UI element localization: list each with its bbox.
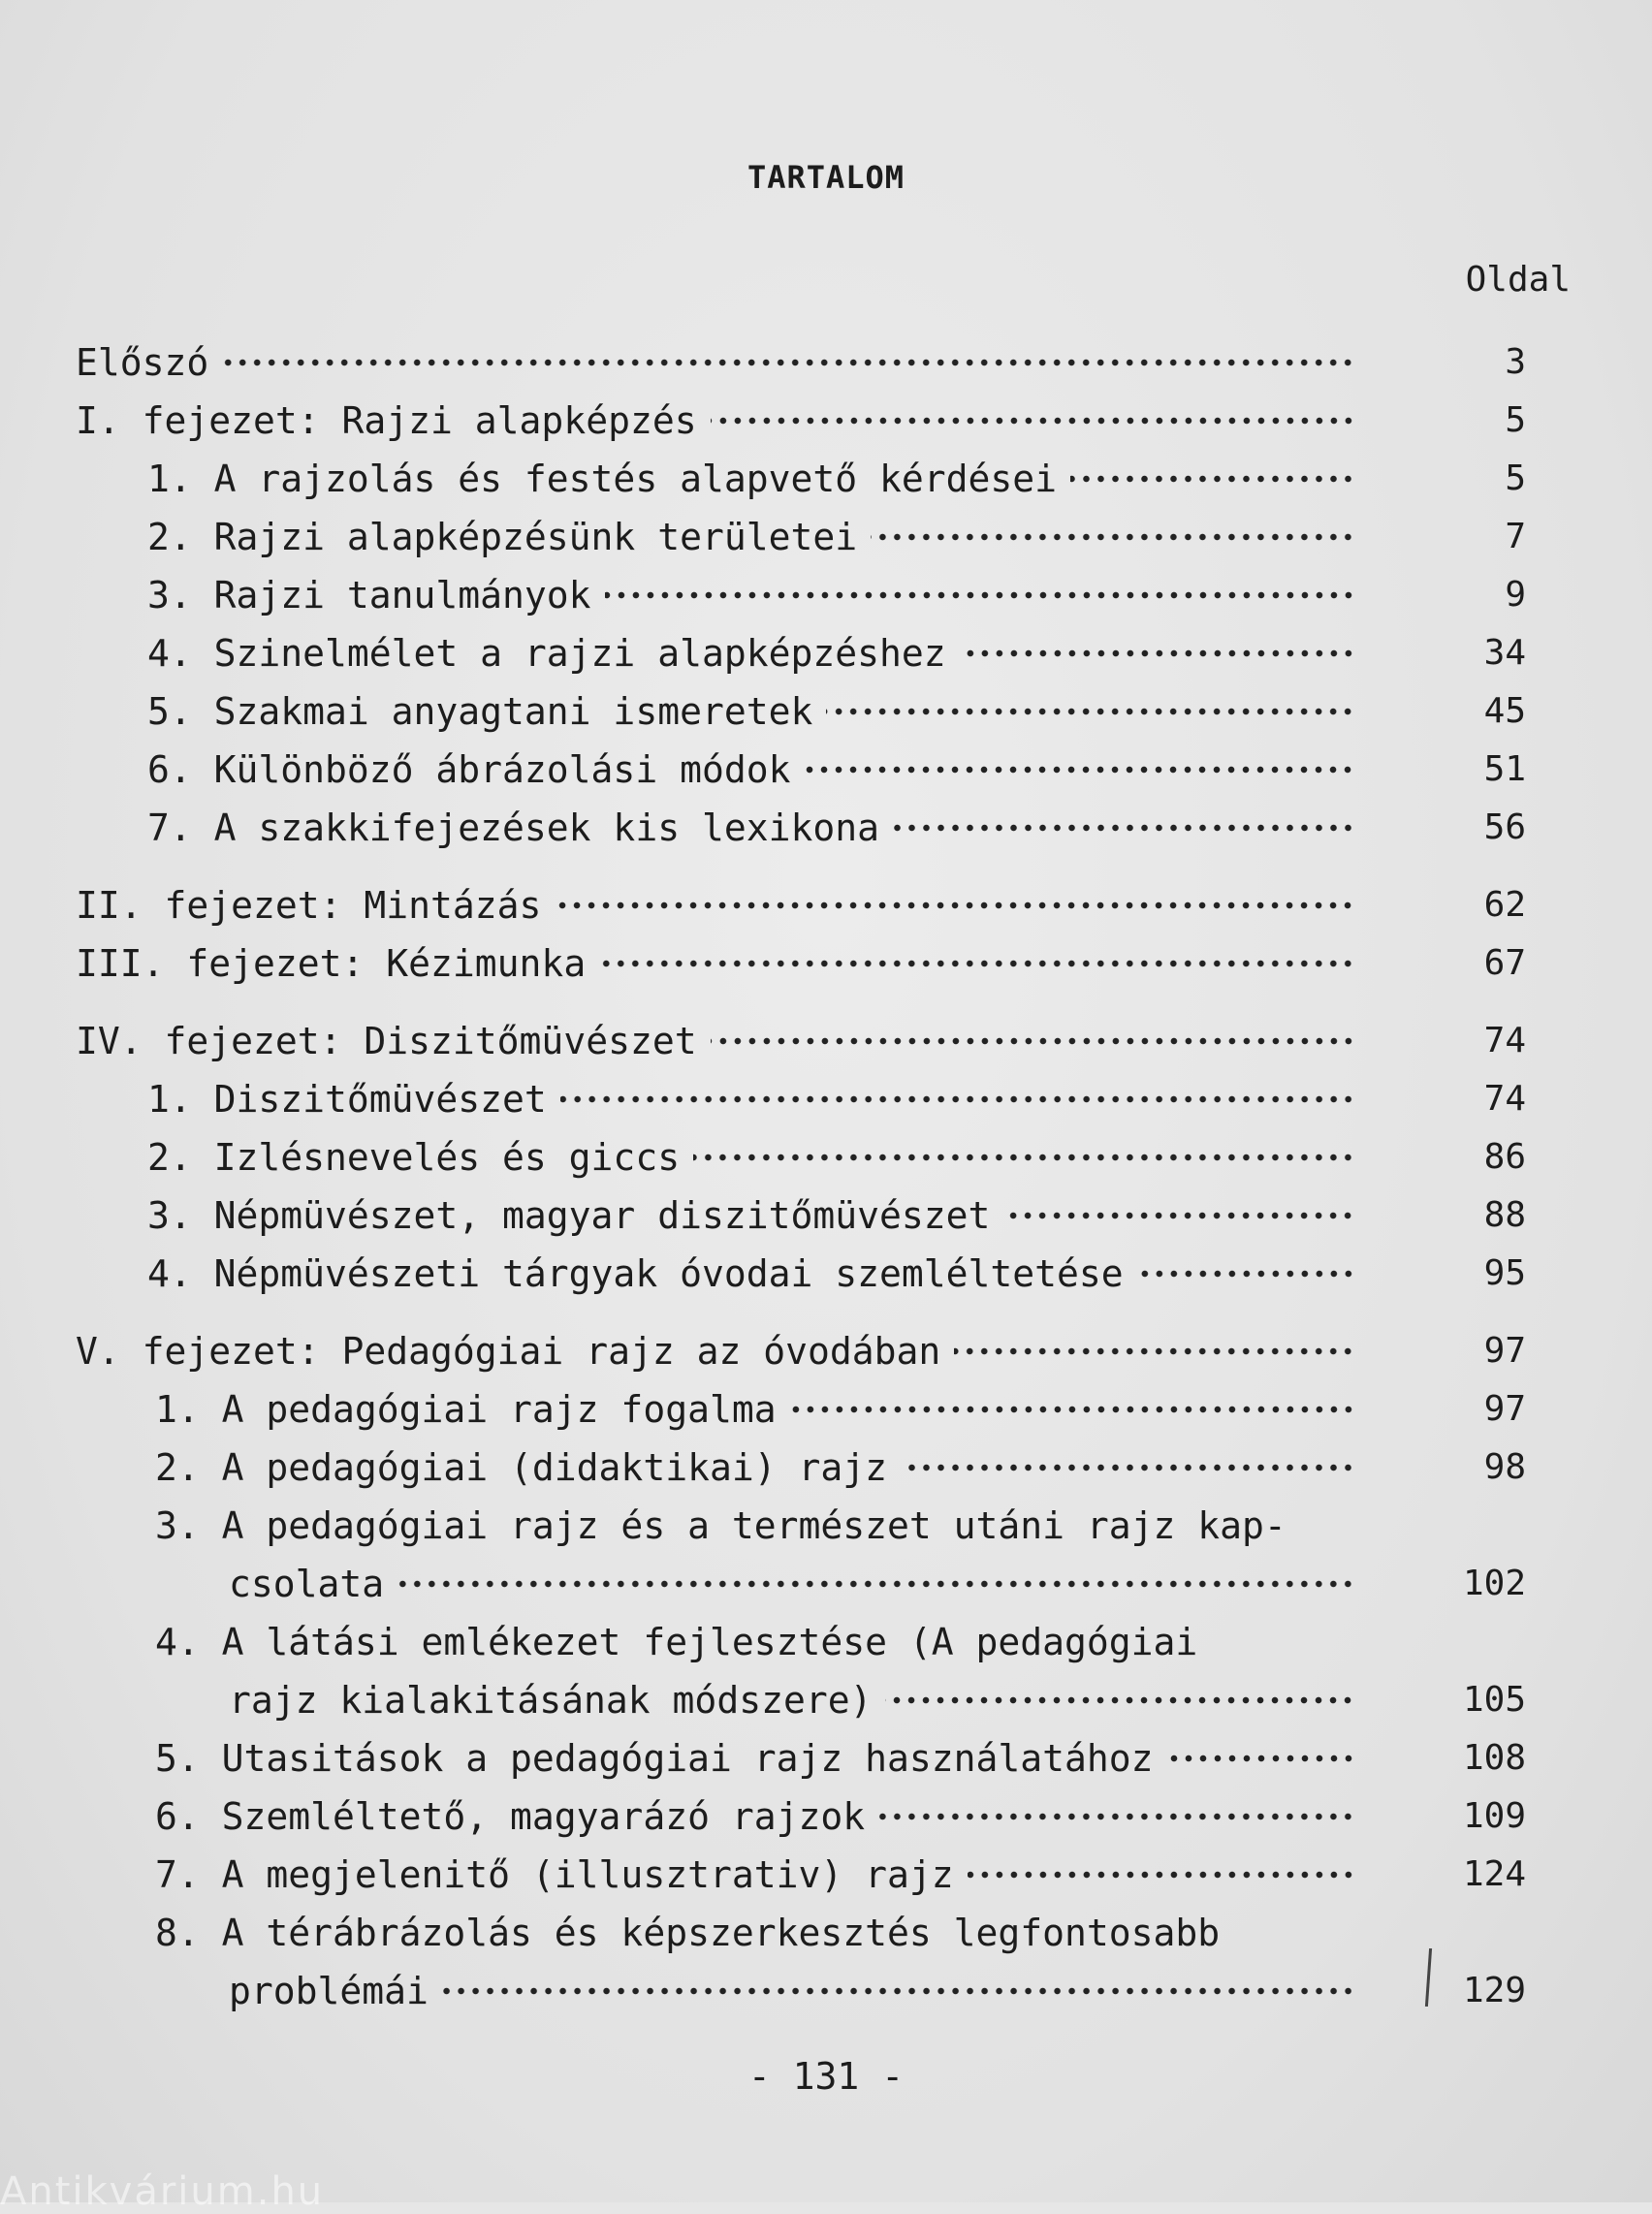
leader-dots: [711, 1014, 1357, 1068]
leader-dots: [555, 878, 1357, 933]
leader-dots: [222, 335, 1357, 390]
toc-entry: [0, 936, 1652, 991]
toc-entry-label-continuation: rajz kialakitásának módszere): [229, 1679, 873, 1722]
toc-entry-label: 2. Izlésnevelés és giccs: [147, 1136, 681, 1179]
toc-entry: [0, 1440, 1652, 1495]
toc-entry: [0, 1789, 1652, 1844]
toc-entry: [0, 1382, 1652, 1437]
leader-dots: [599, 936, 1357, 991]
toc-entry-page: 108: [1462, 1738, 1526, 1778]
toc-entry-label: 5. Utasitások a pedagógiai rajz használatához: [155, 1737, 1154, 1780]
toc-entry-page: 67: [1483, 943, 1526, 983]
toc-entry-page: 3: [1505, 342, 1526, 382]
toc-entry: [0, 1130, 1652, 1185]
leader-dots: [954, 1324, 1357, 1378]
toc-entry: [0, 1247, 1652, 1301]
toc-entry-page: 62: [1483, 885, 1526, 925]
toc-entry: [0, 1848, 1652, 1902]
leader-dots: [1070, 452, 1357, 506]
toc-entry-label: 4. Népmüvészeti tárgyak óvodai szemléltetése: [147, 1252, 1124, 1295]
toc-entry-label: 7. A szakkifejezések kis lexikona: [147, 807, 879, 849]
leader-dots: [605, 568, 1357, 622]
toc-entry: [0, 335, 1652, 390]
toc-entry-page: 109: [1462, 1796, 1526, 1836]
leader-dots: [893, 801, 1357, 855]
toc-entry-label: 6. Szemléltető, magyarázó rajzok: [155, 1795, 866, 1838]
toc-entry-label: 1. A rajzolás és festés alapvető kérdései: [147, 458, 1057, 500]
toc-entry: [0, 1324, 1652, 1378]
toc-entry-label-continuation: csolata: [229, 1563, 385, 1605]
toc-entry: [0, 1072, 1652, 1126]
toc-entry-page: 97: [1483, 1331, 1526, 1371]
toc-entry: [0, 568, 1652, 622]
toc-entry-page: 74: [1483, 1079, 1526, 1119]
toc-entry-label: 8. A térábrázolás és képszerkesztés legfontosabb: [155, 1912, 1221, 1954]
toc-entry-label: Előszó: [76, 341, 209, 384]
leader-dots: [442, 1964, 1357, 2018]
toc-entry-page: 129: [1462, 1971, 1526, 2010]
toc-entry-label: II. fejezet: Mintázás: [76, 884, 542, 927]
toc-entry-page: 56: [1483, 807, 1526, 847]
toc-entry-label: 3. Rajzi tanulmányok: [147, 574, 591, 617]
toc-entry-label: V. fejezet: Pedagógiai rajz az óvodában: [76, 1330, 941, 1373]
leader-dots: [790, 1382, 1357, 1437]
toc-entry: [0, 1188, 1652, 1243]
watermark: Antikvárium.hu: [0, 2169, 325, 2214]
leader-dots: [693, 1130, 1357, 1185]
toc-entry-label: 1. A pedagógiai rajz fogalma: [155, 1388, 777, 1431]
leader-dots: [1167, 1731, 1357, 1786]
toc-entry: [0, 452, 1652, 506]
toc-entry: [0, 1731, 1652, 1786]
toc-entry-label: 4. Szinelmélet a rajzi alapképzéshez: [147, 632, 946, 675]
toc-entry: [0, 1673, 1652, 1727]
leader-dots: [960, 626, 1357, 680]
toc-entry-page: 86: [1483, 1137, 1526, 1177]
toc-entry: [0, 684, 1652, 739]
toc-entry-label: 1. Diszitőmüvészet: [147, 1078, 547, 1121]
toc-entry-label: 2. Rajzi alapképzésünk területei: [147, 516, 858, 558]
toc-entry-label: 6. Különböző ábrázolási módok: [147, 748, 791, 791]
toc-entry-label: 7. A megjelenitő (illusztrativ) rajz: [155, 1853, 954, 1896]
toc-entry: [0, 801, 1652, 855]
toc-entry: [0, 1964, 1652, 2018]
toc-entry-page: 95: [1483, 1253, 1526, 1293]
leader-dots: [968, 1848, 1357, 1902]
toc-entry-label-continuation: problémái: [229, 1970, 429, 2012]
toc-entry: [0, 510, 1652, 564]
toc-entry-label: III. fejezet: Kézimunka: [76, 942, 587, 985]
toc-entry-label: IV. fejezet: Diszitőmüvészet: [76, 1020, 697, 1062]
leader-dots: [826, 684, 1357, 739]
toc-entry: [0, 743, 1652, 797]
leader-dots: [397, 1557, 1357, 1611]
page-number-footer: - 131 -: [747, 2055, 905, 2098]
leader-dots: [901, 1440, 1357, 1495]
toc-entry-label: 3. A pedagógiai rajz és a természet utáni rajz kap-: [155, 1504, 1287, 1547]
leader-dots: [1137, 1247, 1357, 1301]
toc-entry-label: 3. Népmüvészet, magyar diszitőmüvészet: [147, 1194, 991, 1237]
toc-entry-page: 97: [1483, 1389, 1526, 1429]
toc-entry: [0, 394, 1652, 448]
toc-entry-page: 9: [1505, 575, 1526, 615]
leader-dots: [711, 394, 1357, 448]
toc-entry: [0, 878, 1652, 933]
toc-entry-page: 51: [1483, 749, 1526, 789]
toc-entry-page: 105: [1462, 1680, 1526, 1720]
toc-entry-page: 88: [1483, 1195, 1526, 1235]
leader-dots: [885, 1673, 1357, 1727]
toc-entry-page: 124: [1462, 1854, 1526, 1894]
page-column-label: Oldal: [1465, 260, 1571, 300]
toc-entry-label: I. fejezet: Rajzi alapképzés: [76, 399, 697, 442]
leader-dots: [560, 1072, 1357, 1126]
page-title: TARTALOM: [747, 159, 905, 196]
toc-entry-page: 5: [1505, 400, 1526, 440]
toc-entry-page: 7: [1505, 517, 1526, 556]
toc-entry-page: 98: [1483, 1447, 1526, 1487]
toc-entry-page: 34: [1483, 633, 1526, 673]
toc-entry-label: 4. A látási emlékezet fejlesztése (A pedagógiai: [155, 1621, 1198, 1663]
toc-entry-page: 45: [1483, 691, 1526, 731]
toc-entry-page: 5: [1505, 459, 1526, 498]
toc-entry-label: 2. A pedagógiai (didaktikai) rajz: [155, 1446, 887, 1489]
leader-dots: [878, 1789, 1357, 1844]
toc-entry: [0, 626, 1652, 680]
toc-entry: [0, 1557, 1652, 1611]
leader-dots: [1003, 1188, 1357, 1243]
toc-entry-label: 5. Szakmai anyagtani ismeretek: [147, 690, 813, 733]
leader-dots: [804, 743, 1357, 797]
toc-entry-page: 102: [1462, 1564, 1526, 1603]
leader-dots: [871, 510, 1357, 564]
toc-entry-page: 74: [1483, 1021, 1526, 1060]
toc-entry: [0, 1014, 1652, 1068]
